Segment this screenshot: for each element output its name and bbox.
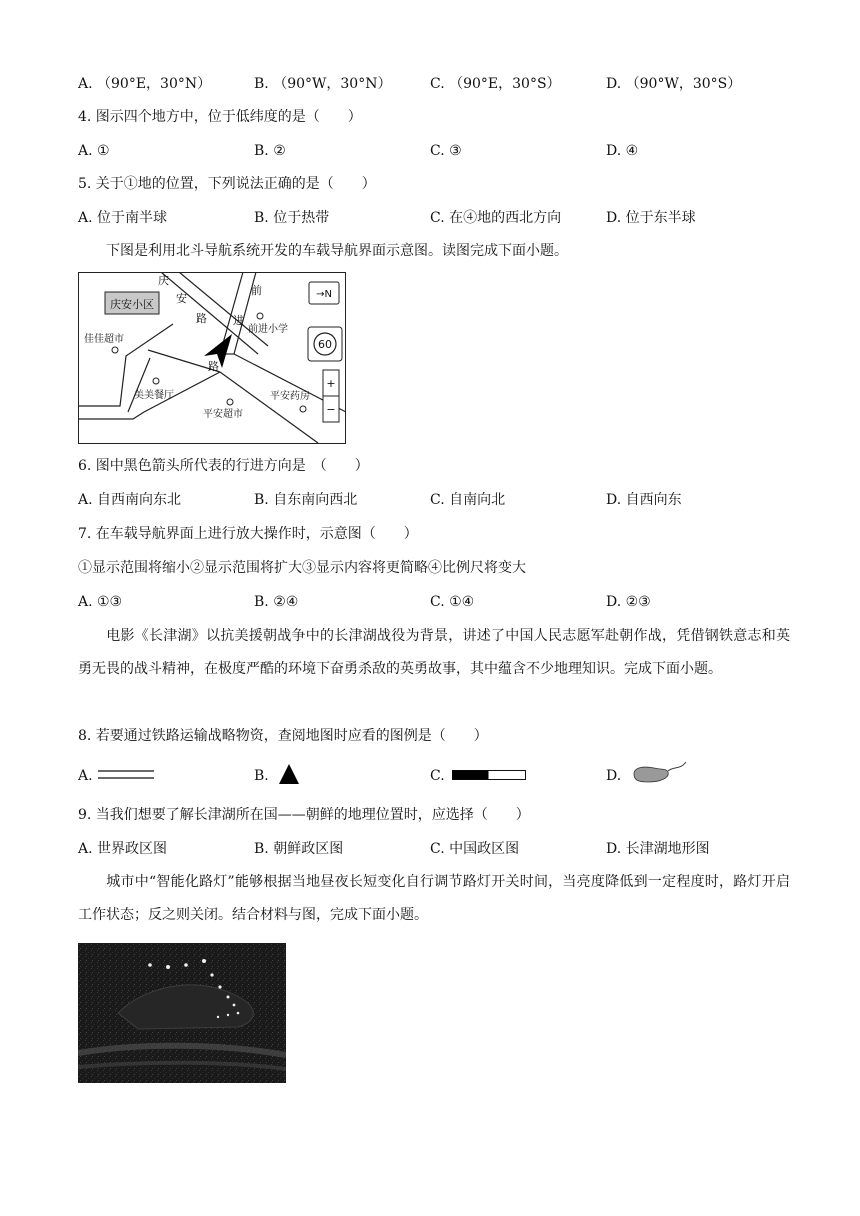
navigation-map-figure [78,272,346,444]
intro-smart-streetlight [78,866,790,932]
q7-statements: ①显示范围将缩小②显示范围将扩大③显示内容将更简略④比例尺将变大 [78,560,526,576]
intro-movie [78,620,790,686]
q8-option-a [78,766,93,786]
q8-stem: 8. 若要通过铁路运输战略物资，查阅地图时应看的图例是（ ） [78,728,488,744]
poi-meimei-restaurant: 美美餐厅 [134,390,174,401]
road-label-qingan-2: 安 [176,292,187,305]
railway-legend-icon [98,769,154,781]
q3-option-a: A. （90°E，30°N） [78,76,212,92]
q4-option-c: C. ③ [430,143,462,159]
q4-option-b: B. ② [254,143,286,159]
q8-option-d [606,766,621,786]
q8-option-b [254,766,269,786]
q6-option-a: A. 自西南向东北 [78,492,182,508]
q9-option-b: B. 朝鲜政区图 [254,841,344,857]
road-label-qianjin-2: 进 [233,314,244,327]
q8-option-c [430,766,445,786]
q4-option-d: D. ④ [606,143,639,159]
intro-navigation: 下图是利用北斗导航系统开发的车载导航界面示意图。读图完成下面小题。 [106,243,568,259]
road-label-qingan-3: 路 [196,312,207,325]
road-label-qingan-1: 庆 [158,274,169,287]
q9-option-a: A. 世界政区图 [78,841,168,857]
q6-option-b: B. 自东南向西北 [254,492,358,508]
q7-option-b: B. ②④ [254,594,299,610]
q7-stem: 7. 在车载导航界面上进行放大操作时，示意图（ ） [78,526,418,542]
q7-option-d: D. ②③ [606,594,651,610]
q8-option-a-label: A. [78,768,93,784]
intro-movie-text: 电影《长津湖》以抗美援朝战争中的长津湖战役为背景，讲述了中国人民志愿军赴朝作战，凭借钢铁意志和英勇无畏的战斗精神，在极度严酷的环境下奋勇杀敌的英勇故事，其中蕴含不少地理知识。完成下面小题。 [78,628,790,677]
night-streetlight-photo [78,943,286,1083]
scale-bar-legend-icon [452,770,528,782]
q6-stem: 6. 图中黑色箭头所代表的行进方向是 （ ） [78,458,369,474]
q4-option-a: A. ① [78,143,110,159]
poi-pingan-supermarket: 平安超市 [203,409,243,420]
speed-limit: 60 [318,338,332,351]
q7-option-a: A. ①③ [78,594,123,610]
q9-option-c: C. 中国政区图 [430,841,520,857]
q5-option-a: A. 位于南半球 [78,210,168,226]
q6-option-c: C. 自南向北 [430,492,506,508]
q3-option-d: D. （90°W，30°S） [606,76,742,92]
north-indicator: →N [316,289,332,300]
q5-option-d: D. 位于东半球 [606,210,696,226]
night-photo-figure [78,943,286,1083]
q9-option-d: D. 长津湖地形图 [606,841,710,857]
poi-qianjin-school: 前进小学 [248,324,288,335]
road-label-qianjin-3: 路 [208,360,219,373]
q8-option-c-label: C. [430,768,445,784]
poi-pingan-pharmacy: 平安药房 [270,391,310,402]
q5-option-b: B. 位于热带 [254,210,330,226]
poi-jiajia-supermarket: 佳佳超市 [84,334,124,345]
q5-stem: 5. 关于①地的位置，下列说法正确的是（ ） [78,176,376,192]
q7-option-c: C. ①④ [430,594,475,610]
q4-stem: 4. 图示四个地方中，位于低纬度的是（ ） [78,109,362,125]
q9-stem: 9. 当我们想要了解长津湖所在国——朝鲜的地理位置时，应选择（ ） [78,807,530,823]
q3-option-b: B. （90°W，30°N） [254,76,392,92]
zoom-out-button[interactable]: − [326,403,336,416]
road-label-qianjin-1: 前 [251,284,262,297]
q8-option-b-label: B. [254,768,269,784]
navigation-map [78,272,346,444]
q6-option-d: D. 自西向东 [606,492,682,508]
q8-option-d-label: D. [606,768,622,784]
community-label: 庆安小区 [110,298,154,311]
q5-option-c: C. 在④地的西北方向 [430,210,562,226]
zoom-in-button[interactable]: + [326,377,336,390]
q3-option-c: C. （90°E，30°S） [430,76,561,92]
lake-river-legend-icon [630,760,690,784]
intro-light-text: 城市中“智能化路灯”能够根据当地昼夜长短变化自行调节路灯开关时间，当亮度降低到一定程度时，路灯开启工作状态；反之则关闭。结合材料与图，完成下面小题。 [78,874,790,923]
mountain-peak-legend-icon [278,764,300,784]
